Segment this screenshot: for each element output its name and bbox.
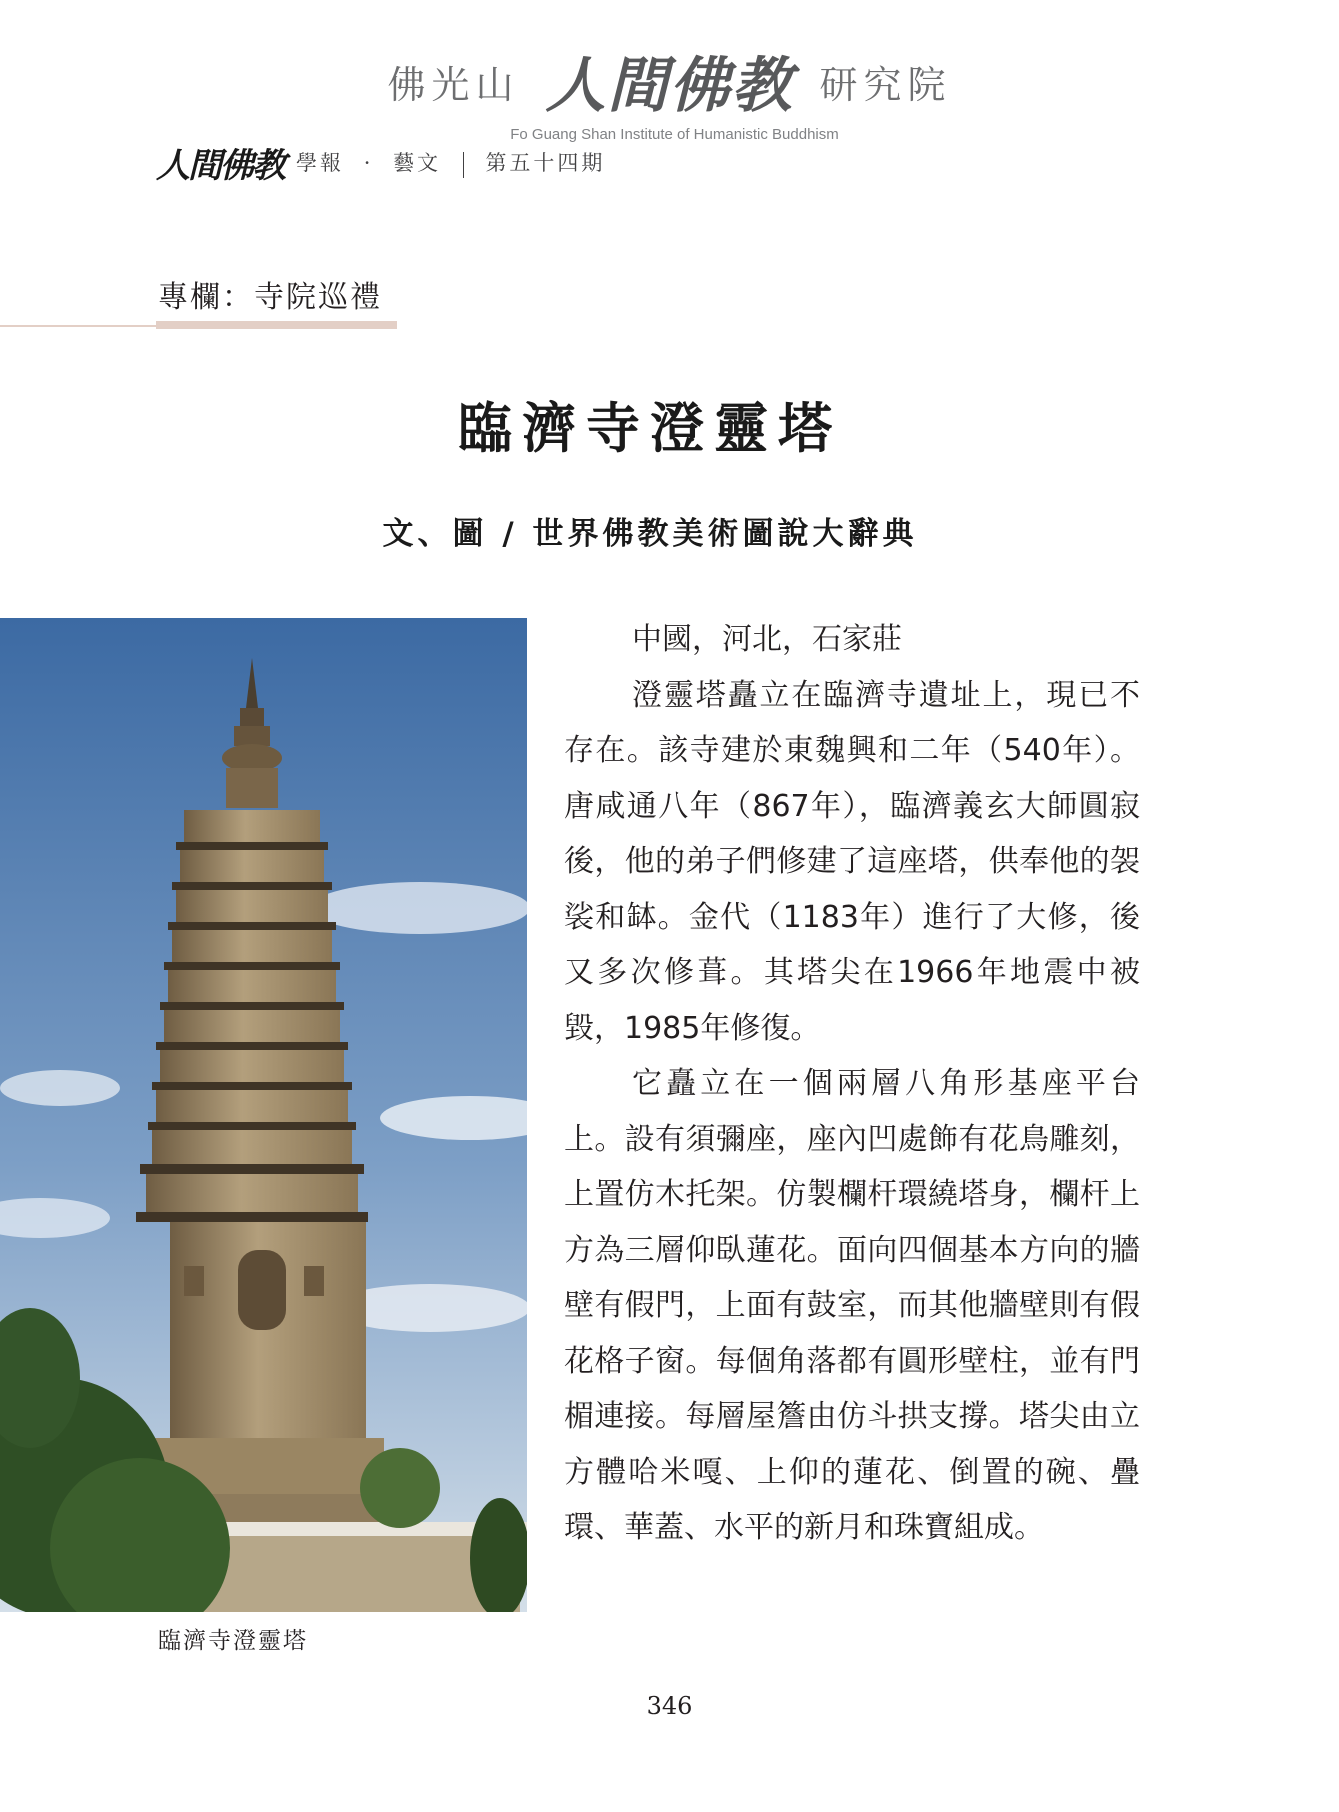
article-byline: 文、圖 / 世界佛教美術圖說大辭典 (382, 516, 918, 552)
journal-section: 藝文 (393, 151, 442, 176)
divider (463, 152, 464, 178)
pagoda-illustration (0, 618, 527, 1612)
article-body (564, 612, 1140, 1556)
column-rule (156, 321, 397, 329)
column-label: 專欄：寺院巡禮 (158, 280, 382, 315)
paragraph: 澄靈塔矗立在臨濟寺遺址上，現已不存在。該寺建於東魏興和二年（540年）。唐咸通八年（867年），臨濟義玄大師圓寂後，他的弟子們修建了這座塔，供奉他的袈裟和缽。金代（1183年）進行了大修，後又多次修葺。其塔尖在1966年地震中被毀，1985年修復。 (564, 677, 1140, 1046)
journal-separator: · (363, 151, 374, 176)
institute-name-left: 佛光山 (387, 62, 520, 107)
pagoda-false-door (238, 1250, 286, 1330)
article-title: 臨濟寺澄靈塔 (458, 396, 842, 460)
journal-calligraphy-logo: 人間佛教 (156, 146, 284, 186)
institute-header (0, 38, 1339, 143)
institute-name-right: 研究院 (819, 62, 952, 107)
location-line: 中國，河北，石家莊 (632, 622, 902, 657)
institute-calligraphy-logo: 人間佛教 (545, 51, 794, 121)
paragraph: 它矗立在一個兩層八角形基座平台上。設有須彌座，座內凹處飾有花鳥雕刻，上置仿木托架。仿製欄杆環繞塔身，欄杆上方為三層仰臥蓮花。面向四個基本方向的牆壁有假門，上面有鼓室，而其他牆壁則有假花格子窗。每個角落都有圓形壁柱，並有門楣連接。每層屋簷由仿斗拱支撐。塔尖由立方體哈米嘎、上仰的蓮花、倒置的碗、疊環、華蓋、水平的新月和珠寶組成。 (564, 1066, 1140, 1545)
journal-issue: 第五十四期 (485, 151, 606, 176)
photo-caption: 臨濟寺澄靈塔 (158, 1628, 308, 1654)
journal-name: 學報 (296, 151, 344, 176)
journal-running-head (156, 138, 605, 187)
cloud (310, 882, 527, 934)
institute-name (0, 38, 1339, 124)
column-rule-thin (0, 325, 158, 327)
cloud (0, 1070, 120, 1106)
pagoda-photo (0, 618, 527, 1612)
journal-info (296, 147, 605, 178)
page-number: 346 (646, 1692, 693, 1720)
institute-english-name: Fo Guang Shan Institute of Humanistic Buddhism (510, 126, 839, 143)
